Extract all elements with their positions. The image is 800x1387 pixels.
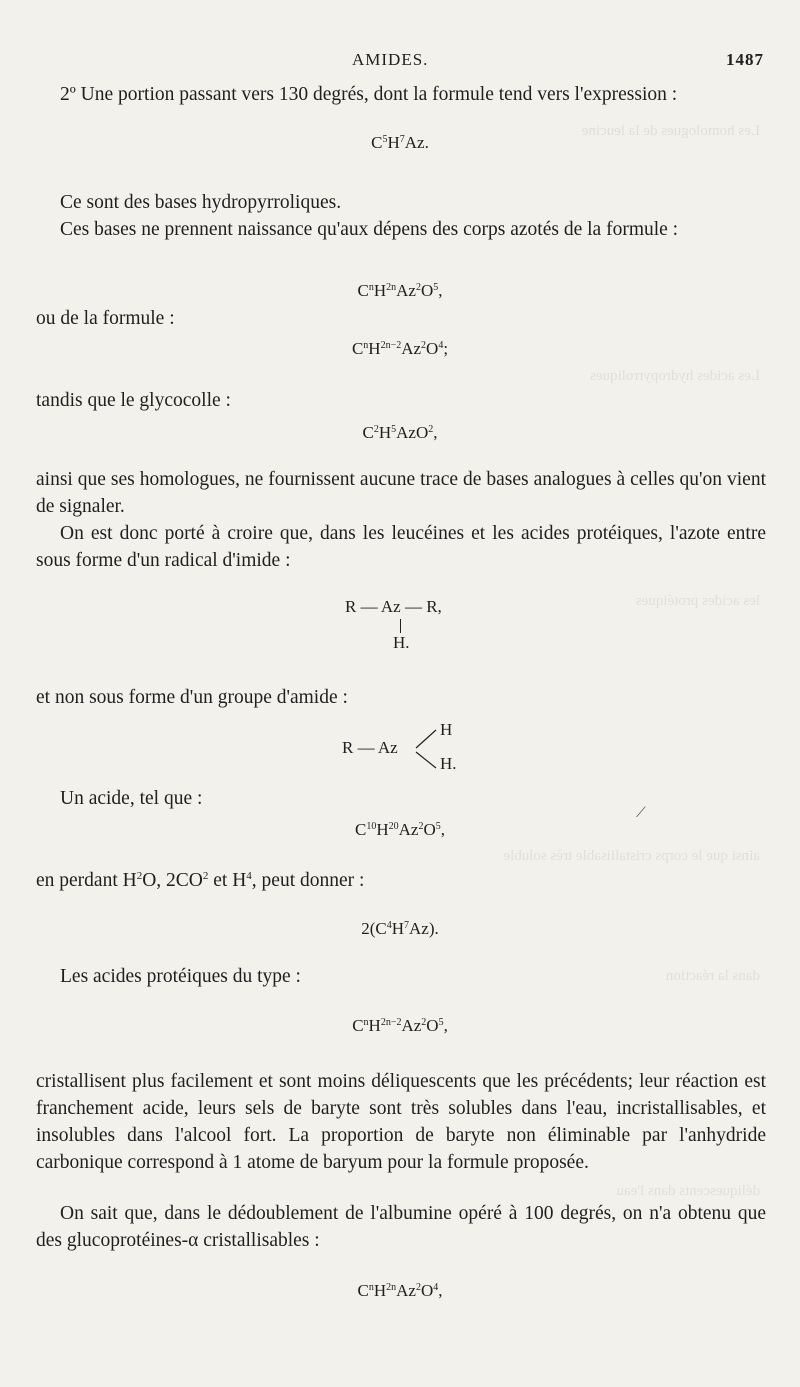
running-title: AMIDES. — [352, 50, 429, 69]
formula: $C^5H^7Az$. — [371, 133, 429, 152]
imide-hydrogen: H. — [393, 633, 410, 652]
imide-chain: R — Az — R, — [345, 597, 442, 616]
formula: $C^nH^{2n}Az^2O^5$, — [357, 281, 443, 300]
imide-bond — [400, 619, 401, 633]
imide-structure — [345, 597, 485, 667]
amide-chain: R — Az — [342, 738, 398, 757]
formula: $C^nH^{2n}Az^2O^4$, — [357, 1281, 443, 1300]
paragraph: tandis que le glycocolle : — [36, 390, 231, 411]
bleedthrough-text: Les acides hydropyrroliques — [590, 368, 760, 384]
amide-hydrogen-top: H — [440, 720, 453, 739]
paragraph: Ces bases ne prennent naissance qu'aux dépens des corps azotés de la formule : — [60, 219, 679, 240]
paragraph: cristallisent plus facilement et sont moins déliquescents que les précédents; leur réaction est franchement acide, leurs sels de baryte sont très solubles dans l'eau, incristallisables, et insolubles dans l'alcool fort. La proportion de baryte non éliminable par l'anhydride carbonique correspond à 1 atome de baryum pour la formule proposée. — [36, 1071, 766, 1173]
bleedthrough-text: les acides protéiques — [635, 593, 760, 609]
bleedthrough-text: ainsi que le corps cristallisable très soluble — [503, 848, 760, 864]
paragraph: On est donc porté à croire que, dans les leucéines et les acides protéiques, l'azote entre sous forme d'un radical d'imide : — [36, 523, 766, 571]
paragraph: Un acide, tel que : — [60, 788, 203, 809]
formula: $C^nH^{2n-2}Az^2O^4$; — [351, 339, 449, 358]
amide-structure — [342, 722, 482, 782]
paragraph: Ce sont des bases hydropyrroliques. — [60, 192, 342, 213]
formula: $C^{10}H^{20}Az^2O^5$, — [355, 820, 445, 839]
paragraph: ainsi que ses homologues, ne fournissent aucune trace de bases analogues à celles qu'on vient de signaler. — [36, 469, 766, 517]
paragraph: ou de la formule : — [36, 308, 175, 329]
formula: $2(C^4H^7Az)$. — [361, 919, 439, 938]
running-header — [0, 50, 800, 74]
page-number: 1487 — [726, 50, 764, 69]
bleedthrough-text: déliquescents dans l'eau — [616, 1183, 760, 1199]
paragraph: 2º Une portion passant vers 130 degrés, dont la formule tend vers l'expression : — [60, 84, 678, 105]
paragraph: et non sous forme d'un groupe d'amide : — [36, 687, 348, 708]
paragraph: en perdant $H^2O$, $2CO^2$ et $H^4$, peut donner : — [36, 870, 365, 891]
bleedthrough-text: Les homologues de la leucine — [581, 123, 760, 139]
formula: $C^2H^5AzO^2$, — [362, 423, 438, 442]
bleedthrough-text: dans la réaction — [665, 968, 760, 984]
formula: $C^nH^{2n-2}Az^2O^5$, — [352, 1016, 448, 1035]
amide-bonds — [412, 722, 442, 772]
paragraph: On sait que, dans le dédoublement de l'albumine opéré à 100 degrés, on n'a obtenu que des glucoprotéines-α cristallisables : — [36, 1203, 766, 1251]
paragraph: Les acides protéiques du type : — [60, 966, 301, 987]
amide-hydrogen-bottom: H. — [440, 754, 457, 773]
ink-mark: ⟋ — [636, 806, 646, 821]
